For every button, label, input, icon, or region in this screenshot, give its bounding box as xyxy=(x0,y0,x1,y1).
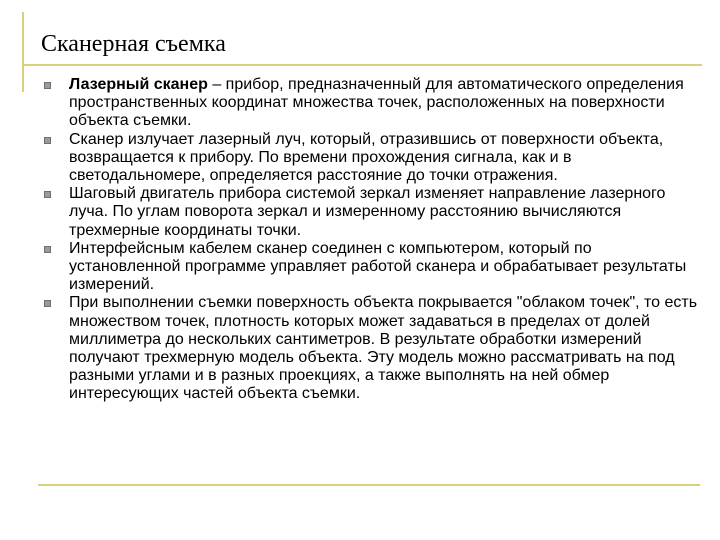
bullet-item xyxy=(40,240,700,295)
bullet-text: Сканер излучает лазерный луч, который, отразившись от поверхности объекта, возвращается к прибору. По времени прохождения сигнала, как и в светодальномере, определяется расстояние до точки отражения. xyxy=(69,130,664,185)
term-bold: Лазерный сканер xyxy=(69,76,208,93)
bullet-text: При выполнении съемки поверхность объекта покрывается "облаком точек", то есть множеством точек, плотность которых может задаваться в пределах от долей миллиметра до нескольких сантиметров. В результате обработки измерений получают трехмерную модель объекта. Эту модель можно рассматривать на под разными углами и в разных проекциях, а также выполнять на ней обмер интересующих частей объекта съемки. xyxy=(69,294,698,403)
square-bullet-icon xyxy=(44,246,51,253)
bullet-item xyxy=(40,131,700,186)
square-bullet-icon xyxy=(44,137,51,144)
bullet-text: Интерфейсным кабелем сканер соединен с компьютером, который по установленной программе управляет работой сканера и обрабатывает результаты измерений. xyxy=(69,239,687,294)
bullet-list xyxy=(40,76,700,404)
footer-divider-line xyxy=(38,484,700,486)
bullet-item xyxy=(40,294,700,403)
bullet-item xyxy=(40,185,700,240)
title-underline xyxy=(22,64,702,66)
square-bullet-icon xyxy=(44,300,51,307)
square-bullet-icon xyxy=(44,191,51,198)
bullet-text xyxy=(69,76,700,131)
bullet-description: – прибор, предназначенный для автоматического определения пространственных координат множества точек, расположенных на поверхности объекта съемки. xyxy=(69,76,684,130)
bullet-item xyxy=(40,76,700,131)
square-bullet-icon xyxy=(44,82,51,89)
bullet-text: Шаговый двигатель прибора системой зеркал изменяет направление лазерного луча. По углам поворота зеркал и измеренному расстоянию вычисляются трехмерные координаты точки. xyxy=(69,185,666,239)
title-accent-vertical-line xyxy=(22,12,24,92)
slide-title: Сканерная съемка xyxy=(41,31,226,57)
